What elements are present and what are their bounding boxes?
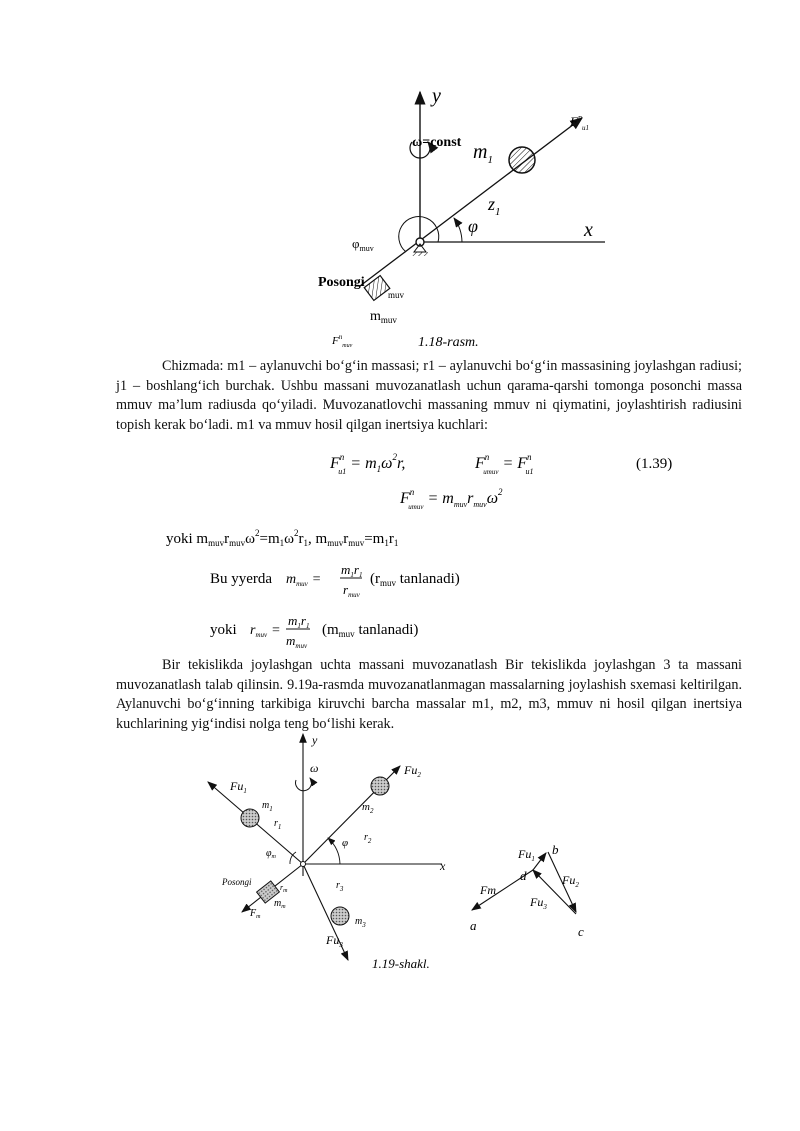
r-muv-formula-den: $m_{muv}$: [286, 633, 308, 648]
svg-text:Fu2: $Fu_2$: [562, 873, 579, 889]
m-muv-label: $m_{muv}$: [370, 309, 397, 325]
equation-1: $F^n$ $u1 = m_1\omega^2r$,: [330, 452, 406, 476]
equation-2: $F^n$ umuv = $F^n$ u1: [475, 452, 534, 476]
svg-text:Fm: Fm: [480, 883, 496, 897]
figure-1-18-caption: 1.18-rasm.: [418, 335, 479, 350]
figure-1-19: [200, 728, 600, 978]
equations-block: [160, 448, 680, 648]
phi-arc: [454, 218, 462, 242]
fig2-x-label: x: [440, 859, 446, 873]
x-axis-label: x: [584, 219, 593, 241]
phi-muv-arc: [399, 217, 439, 252]
radius-label: $z_1$: [488, 194, 501, 218]
svg-text:rm: $r_m$: [280, 883, 288, 894]
svg-text:c: c: [578, 924, 584, 939]
svg-text:Fu3: $Fu_3$: [530, 895, 547, 911]
mass-m1-label: $m_1$: [473, 141, 493, 166]
r-muv-formula-lhs: $r_{muv}$ =: [250, 623, 281, 639]
m-muv-formula-den: $r_{muv}$: [343, 582, 360, 599]
fig2-mass-m1: [241, 809, 259, 827]
svg-text:m1: $m_1$: [262, 800, 273, 813]
svg-text:Posongi: Posongi: [222, 877, 252, 887]
polygon-fu1: [533, 853, 546, 870]
bu-yyerda-label: Bu yyerda: [210, 571, 273, 587]
svg-text:a: a: [470, 918, 477, 933]
svg-text:Fm: $F_m$: [250, 908, 261, 920]
equation-3: $F^n$ umuv = $m_{muv}r_{muv}\omega^2$: [400, 487, 503, 511]
svg-text:Fu1: $Fu_1$: [518, 847, 535, 863]
y-axis-label: y: [432, 85, 441, 107]
phi-muv-label: $\varphi_{muv}$: [352, 236, 374, 253]
svg-text:Fu3: $Fu_3$: [326, 933, 343, 949]
m-muv-formula-lhs: $m_{muv}$ =: [286, 572, 322, 588]
fig2-omega-label: ω: [310, 761, 319, 775]
svg-text:Fu1: $Fu_1$: [230, 779, 247, 795]
figure-1-19-caption: 1.19-shakl.: [372, 956, 430, 971]
svg-text:Fu2: $Fu_2$: [404, 763, 421, 779]
mass-m1-circle: [509, 147, 535, 173]
yoki-equation: yoki $m_{muv}r_{muv}\omega^2=m_1\omega^2r_1$, $m_{muv}r_{muv}=m_1r_1$: [166, 528, 399, 548]
svg-text:φ: φ: [342, 837, 349, 849]
omega-label: ω=const: [412, 135, 462, 150]
radius-line: [360, 118, 582, 286]
paragraph-1: Chizmada: m1 – aylanuvchi bo‘g‘in massasi; r1 – aylanuvchi bo‘g‘in massasining joylashgan radiusi; j1 – boshlang‘ich burchak. Ushbu massani muvozanatlash uchun qarama-qarshi tomonga posonchi massa mmuv ma’lum radiusda qo‘yiladi. Muvozanatlovchi massaning mmuv ni qiymatini, joylashtirish radiusini topish kerak bo‘ladi. m1 va mmuv hosil qilgan inertsiya kuchlari:: [116, 358, 742, 433]
svg-text:mm: $m_m$: [274, 898, 286, 910]
phi-label: φ: [468, 216, 478, 236]
svg-text:r3: $r_3$: [336, 880, 344, 893]
svg-text:φm: $\varphi_m$: [266, 848, 276, 860]
fig2-mass-m3: [331, 907, 349, 925]
fig2-mass-m2: [371, 777, 389, 795]
r-muv-formula-num: $m_1r_1$: [288, 613, 310, 630]
svg-text:m2: $m_2$: [362, 801, 374, 815]
force-muv-label: $F^n_{muv}$: [332, 333, 353, 349]
svg-text:b: b: [552, 842, 559, 857]
posongi-label: Posongi: [318, 275, 365, 290]
paragraph-2: Bir tekislikda joylashgan uchta massani muvozanatlash Bir tekislikda joylashgan 3 ta massani muvozanatlash talab qilinsin. 9.19a-rasmda muvozanatlanmagan massalarning joylashish sxemasi keltirilgan. Aylanuvchi bo‘g‘inning tarkibiga kiruvchi barcha massalar m1, m2, m3, mmuv ni hosil qilgan inertsiya kuchlarining yig‘indisi nolga teng bo‘lishi kerak.: [116, 657, 742, 732]
svg-text:m3: $m_3$: [355, 916, 366, 929]
svg-text:r1: $r_1$: [274, 818, 282, 831]
svg-text:d: d: [520, 868, 527, 883]
m-muv-formula-num: $m_1r_1$: [341, 562, 363, 579]
force-label: $F^n_{u1}$: [570, 113, 589, 132]
r-muv-label: muv: [388, 290, 405, 300]
equation-number: (1.39): [636, 456, 673, 472]
yoki-2-label: yoki: [210, 622, 237, 638]
figure-1-18: [300, 80, 630, 350]
bu-yyerda-note: ($r_{muv}$ tanlanadi): [370, 571, 460, 588]
svg-text:r2: $r_2$: [364, 832, 372, 845]
yoki-2-note: ($m_{muv}$ tanlanadi): [322, 622, 419, 639]
fig2-y-label: y: [312, 733, 318, 747]
